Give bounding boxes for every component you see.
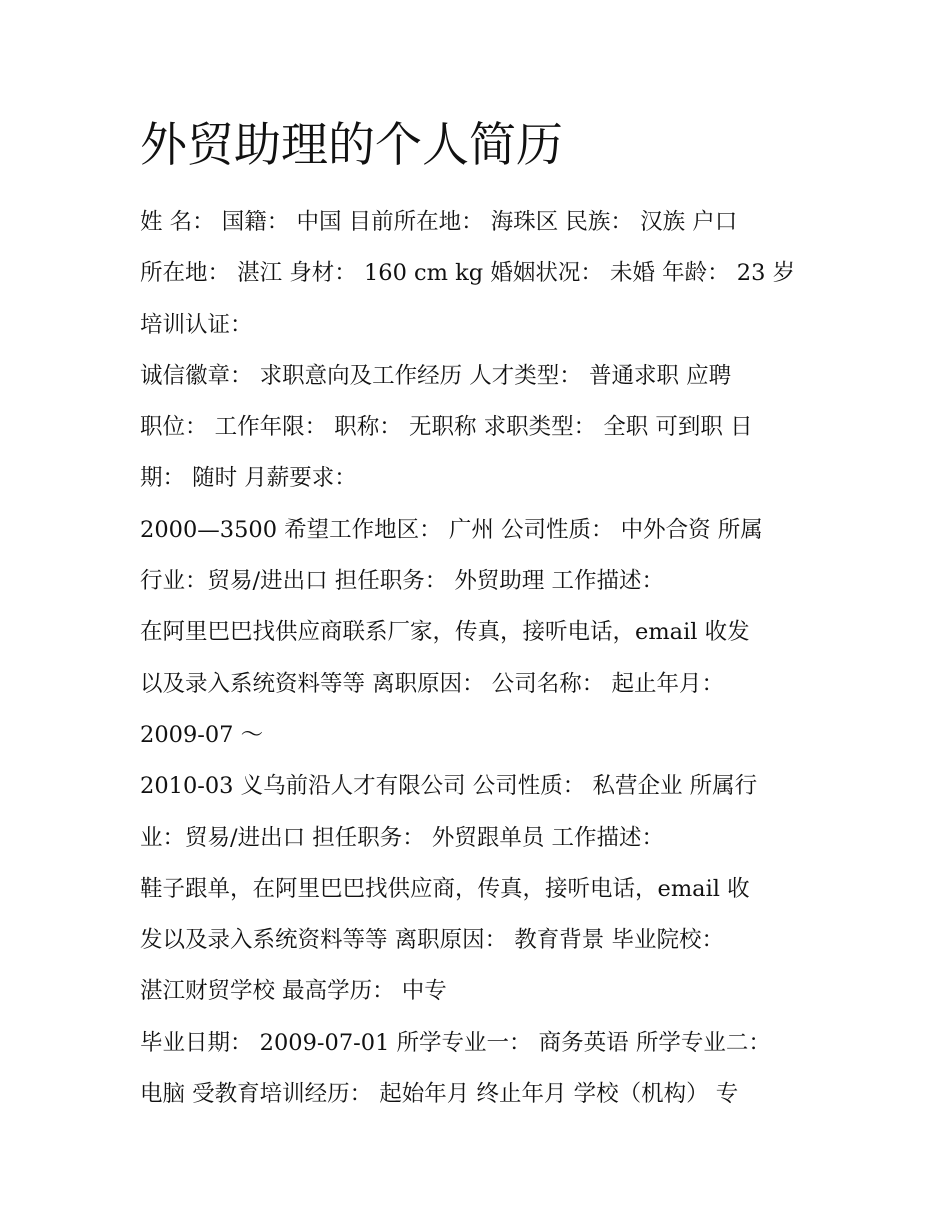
body-line-9: 在阿里巴巴找供应商联系厂家，传真，接听电话，email 收发 <box>140 619 750 646</box>
body-line-15: 发以及录入系统资料等等 离职原因： 教育背景 毕业院校： <box>140 927 724 954</box>
body-line-2: 所在地： 湛江 身材： 160 cm kg 婚姻状况： 未婚 年龄： 23 岁 <box>140 260 796 287</box>
body-line-7: 2000—3500 希望工作地区： 广州 公司性质： 中外合资 所属 <box>140 516 763 543</box>
body-line-16: 湛江财贸学校 最高学历： 中专 <box>140 978 447 1005</box>
body-line-14: 鞋子跟单，在阿里巴巴找供应商，传真，接听电话，email 收 <box>140 875 750 902</box>
body-line-8: 行业：贸易/进出口 担任职务： 外贸助理 工作描述： <box>140 568 665 595</box>
body-line-6: 期： 随时 月薪要求： <box>140 465 357 492</box>
body-line-5: 职位： 工作年限： 职称： 无职称 求职类型： 全职 可到职 日 <box>140 414 753 441</box>
body-line-17: 毕业日期： 2009-07-01 所学专业一： 商务英语 所学专业二： <box>140 1029 771 1056</box>
body-line-4: 诚信徽章： 求职意向及工作经历 人才类型： 普通求职 应聘 <box>140 362 732 389</box>
body-line-12: 2010-03 义乌前沿人才有限公司 公司性质： 私营企业 所属行 <box>140 773 758 800</box>
resume-body <box>140 197 820 1120</box>
body-line-11: 2009-07 ～ <box>140 721 264 748</box>
body-line-18: 电脑 受教育培训经历： 起始年月 终止年月 学校（机构） 专 <box>140 1081 739 1108</box>
document-title: 外贸助理的个人简历 <box>140 118 563 173</box>
body-line-13: 业：贸易/进出口 担任职务： 外贸跟单员 工作描述： <box>140 824 665 851</box>
body-line-10: 以及录入系统资料等等 离职原因： 公司名称： 起止年月： <box>140 670 724 697</box>
body-line-3: 培训认证： <box>140 311 253 338</box>
body-line-1: 姓 名： 国籍： 中国 目前所在地： 海珠区 民族： 汉族 户口 <box>140 209 738 235</box>
